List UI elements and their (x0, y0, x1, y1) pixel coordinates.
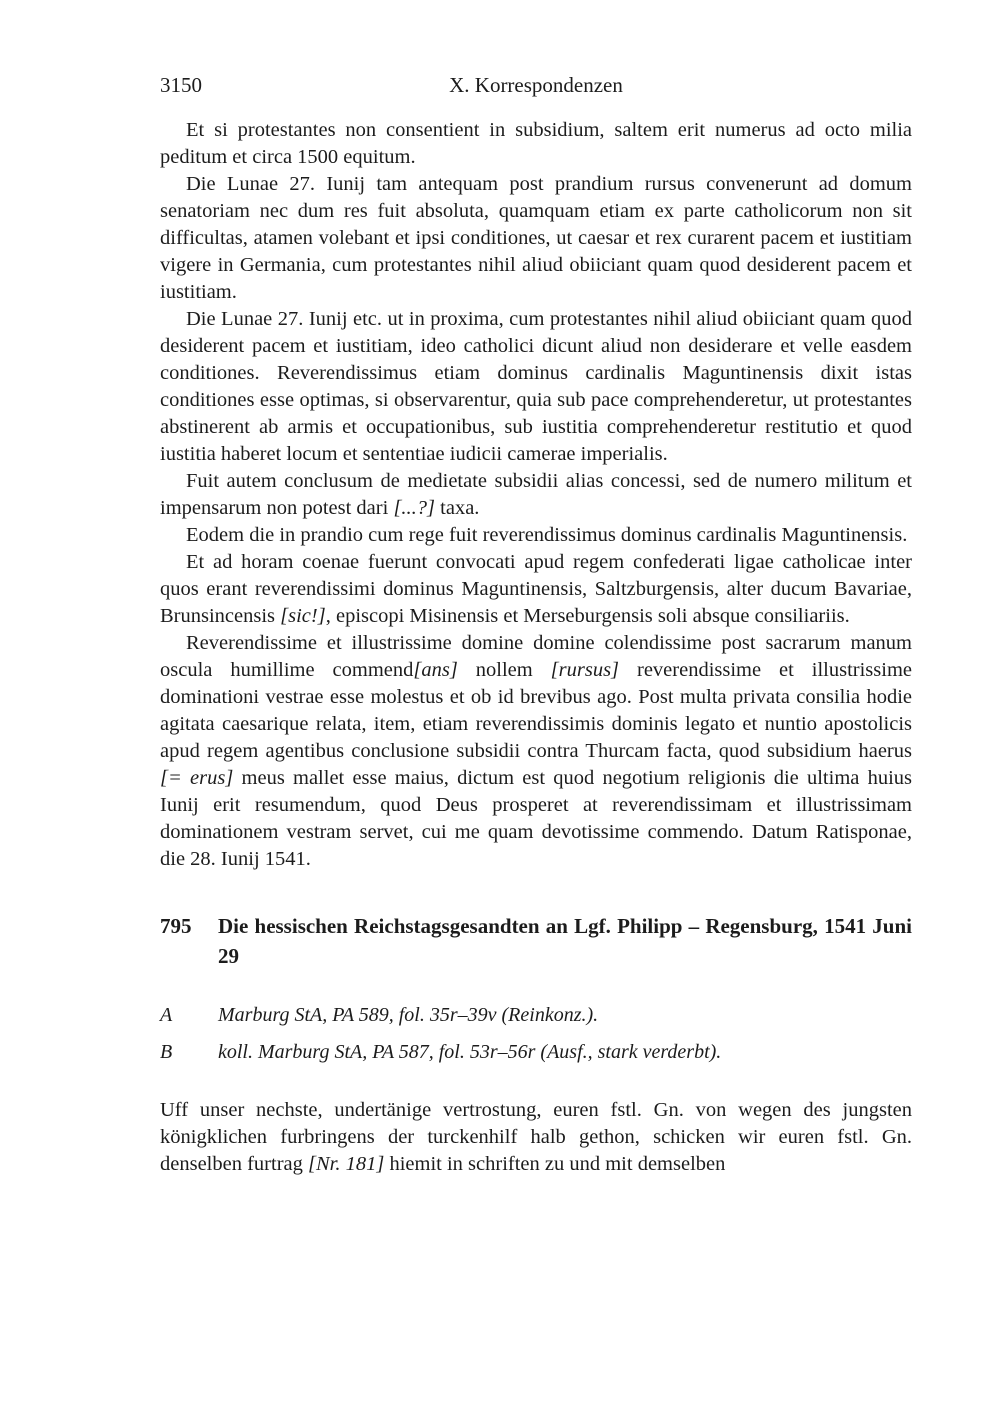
text-run: Eodem die in prandio cum rege fuit reverendissimus dominus cardinalis Maguntinensis. (186, 524, 908, 546)
text-run: Uff unser nechste, undertänige vertrostung, euren fstl. Gn. von wegen des jungsten königklichen furbringens der turckenhilf halb gethon, schicken wir euren fstl. Gn. denselben furtrag (160, 1099, 912, 1175)
paragraph (160, 117, 912, 171)
latin-paragraphs (160, 117, 912, 873)
text-run: , episcopi Misinensis et Merseburgensis soli absque consiliariis. (325, 605, 850, 627)
text-run: Fuit autem conclusum de medietate subsidii alias concessi, sed de numero militum et impensarum non potest dari (160, 470, 912, 519)
source-citation: koll. Marburg StA, PA 587, fol. 53r–56r (Ausf., stark verderbt). (218, 1041, 722, 1063)
editorial-insertion: [Nr. 181] (308, 1153, 385, 1175)
text-run: meus mallet esse maius, dictum est quod negotium religionis die ultima huius Iunij erit resumendum, quod Deus prosperet at reverendissimam et illustrissimam dominationem vestram servet, cui me quam devotissime commendo. Datum Ratisponae, die 28. Iunij 1541. (160, 767, 912, 870)
text-run: taxa. (435, 497, 480, 519)
paragraph (160, 522, 912, 549)
text-run: Die Lunae 27. Iunij etc. ut in proxima, cum protestantes nihil aliud obiiciant quam quod desiderent pacem et iustitiam, ideo catholici dicunt aliud non desiderare et velle easdem conditiones. Reverendissimus etiam dominus cardinalis Maguntinensis dixit istas conditiones esse optimas, si observarentur, quia sub pace comprehenderetur, ut protestantes abstinerent ab armis et occupationibus, sub iustitia comprehenderetur restitutio et quod iustitia haberet locum et sententiae iudicii camerae imperialis. (160, 308, 912, 465)
text-run: reverendissime et illustrissime dominationi vestrae esse molestus et ob id brevibus ago. Post multa privata consilia hodie agitata caesarique relata, item, etiam reverendissimis dominis legato et nuntio apostolicis apud regem agentibus conclusione subsidii contra Thurcam facta, quod subsidium haerus (160, 659, 913, 762)
editorial-insertion: [ans] (413, 659, 458, 681)
paragraph (160, 306, 912, 468)
running-title: X. Korrespondenzen (449, 73, 623, 97)
source-list (160, 997, 912, 1071)
text-run: hiemit in schriften zu und mit demselben (384, 1153, 726, 1175)
text-run: nollem (457, 659, 551, 681)
entry-body (160, 1097, 912, 1178)
source-citation: Marburg StA, PA 589, fol. 35r–39v (Reinkonz.). (218, 1004, 599, 1026)
text-run: Die Lunae 27. Iunij tam antequam post prandium rursus convenerunt ad domum senatoriam nec dum res fuit absoluta, quamquam etiam ex parte catholicorum non sit difficultas, atamen volebant et ipsi conditiones, ut caesar et rex curarent pacem et iustitiam vigere in Germania, cum protestantes nihil aliud obiiciant quam quod desiderent pacem et iustitiam. (160, 173, 912, 303)
page-number: 3150 (160, 73, 202, 97)
paragraph (160, 549, 912, 630)
source-row (160, 997, 912, 1034)
text-run: Et ad horam coenae fuerunt convocati apud regem confederati ligae catholicae inter quos erant reverendissimi dominus Maguntinensis, Saltzburgensis, alter ducum Bavariae, Brunsincensis (160, 551, 912, 627)
source-label: B (160, 1041, 173, 1063)
running-head (160, 72, 912, 99)
paragraph (160, 171, 912, 306)
source-row (160, 1034, 912, 1071)
paragraph (160, 1097, 912, 1178)
editorial-insertion: [...?] (393, 497, 436, 519)
editorial-insertion: [rursus] (550, 659, 620, 681)
entry-number: 795 (160, 914, 192, 938)
entry-heading (160, 911, 912, 971)
text-run: Et si protestantes non consentient in subsidium, saltem erit numerus ad octo milia peditum et circa 1500 equitum. (160, 119, 912, 168)
source-label: A (160, 1004, 173, 1026)
text-run: Reverendissime et illustrissime domine domine colendissime post sacrarum manum oscula humillime commend (160, 632, 912, 681)
editorial-insertion: [= erus] (160, 767, 234, 789)
entry-title: Die hessischen Reichstagsgesandten an Lgf. Philipp – Regensburg, 1541 Juni 29 (218, 914, 912, 968)
editorial-insertion: [sic!] (280, 605, 326, 627)
paragraph (160, 630, 912, 873)
paragraph (160, 468, 912, 522)
